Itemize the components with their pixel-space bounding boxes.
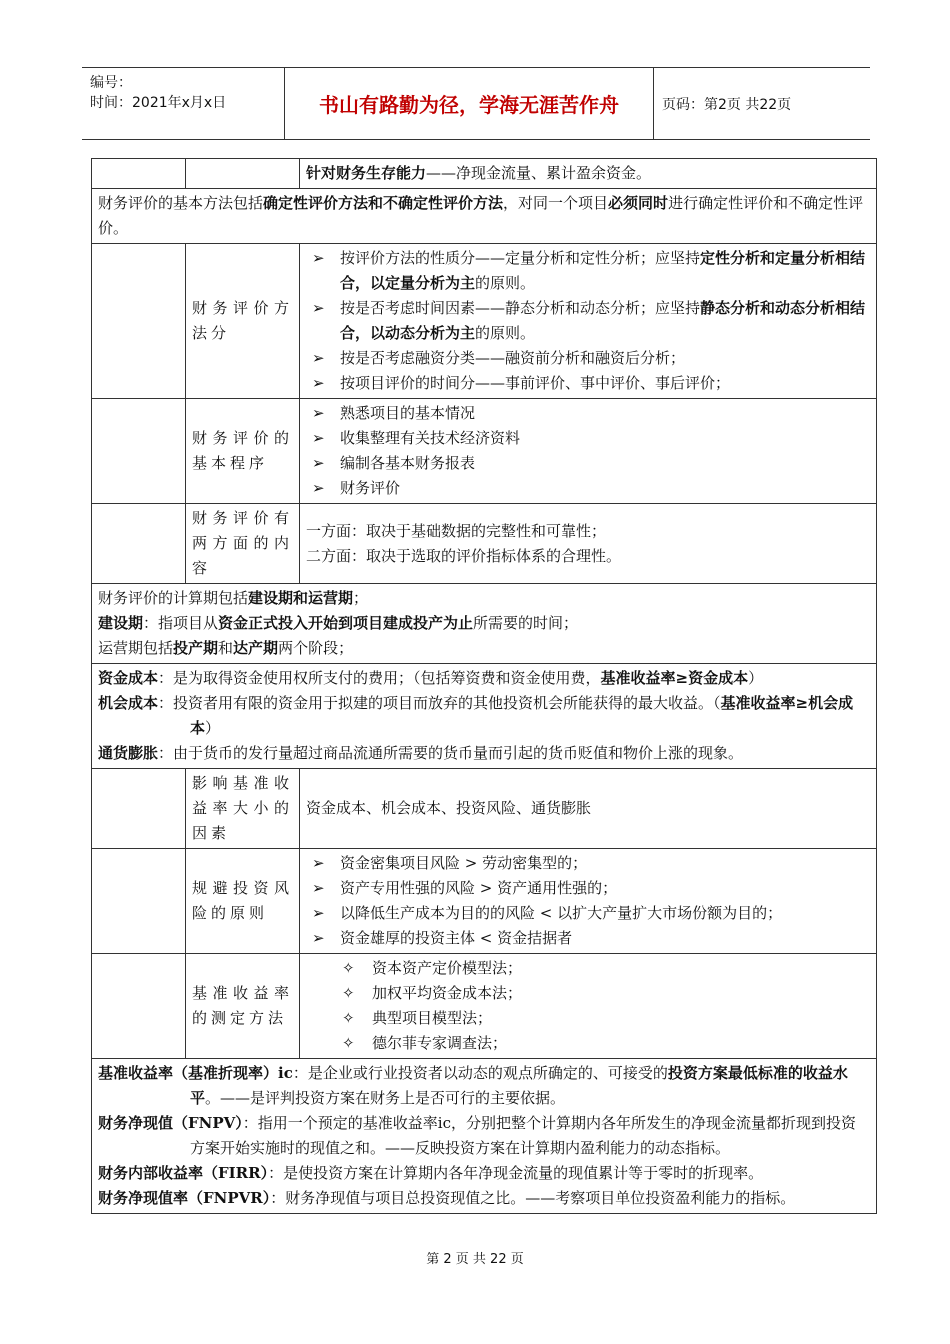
table-row [92, 244, 877, 399]
table-row [92, 504, 877, 584]
number-label: 编号： [90, 75, 132, 91]
diamond-bullet-icon: ✧ [342, 959, 355, 977]
table-row [92, 159, 877, 189]
list-item: ➢ 以降低生产成本为目的的风险 < 以扩大产量扩大市场份额为目的； [306, 901, 870, 926]
list-item: ➢ 编制各基本财务报表 [306, 451, 870, 476]
list-item: ➢ 收集整理有关技术经济资料 [306, 426, 870, 451]
date-label: 时间：2021年x月x日 [90, 95, 227, 111]
methods-list [300, 244, 877, 399]
costs-cell: 资金成本：是为取得资金使用权所支付的费用；（包括筹资费和资金使用费，基准收益率≥资金成本） 机会成本：投资者用有限的资金用于拟建的项目而放弃的其他投资机会所能获得的最大收益。（基准收益率≥机会成本） 通货膨胀：由于货币的发行量超过商品流通所需要的货币量而引起的货币贬值和物价上涨的现象。 [92, 664, 877, 769]
methods-intro: 财务评价的基本方法包括确定性评价方法和不确定性评价方法，对同一个项目必须同时进行确定性评价和不确定性评价。 [92, 189, 877, 244]
arrow-bullet-icon: ➢ [312, 929, 325, 947]
list-item: ➢ 熟悉项目的基本情况 [306, 401, 870, 426]
list-item: ✧ 加权平均资金成本法； [306, 981, 870, 1006]
table-row [92, 399, 877, 504]
header-motto: 书山有路勤为径，学海无涯苦作舟 [284, 68, 654, 139]
diamond-bullet-icon: ✧ [342, 984, 355, 1002]
table-row [92, 189, 877, 244]
table-row [92, 1059, 877, 1214]
table-row [92, 954, 877, 1059]
arrow-bullet-icon: ➢ [312, 349, 325, 367]
procedure-list [300, 399, 877, 504]
content-table [91, 158, 877, 1214]
arrow-bullet-icon: ➢ [312, 374, 325, 392]
page-footer: 第 2 页 共 22 页 [426, 1252, 524, 1267]
list-item: ➢ 资产专用性强的风险 > 资产通用性强的； [306, 876, 870, 901]
list-item: 一方面：取决于基础数据的完整性和可靠性； [306, 521, 607, 540]
arrow-bullet-icon: ➢ [312, 904, 325, 922]
diamond-bullet-icon: ✧ [342, 1009, 355, 1027]
list-item: ➢ 资金密集项目风险 > 劳动密集型的； [306, 851, 870, 876]
factors-label: 影响基准收益率大小的因素 [186, 769, 300, 849]
measure-list [300, 954, 877, 1059]
arrow-bullet-icon: ➢ [312, 404, 325, 422]
list-item: ➢ 按是否考虑时间因素——静态分析和动态分析；应坚持静态分析和动态分析相结合，以动态分析为主的原则。 [306, 296, 870, 346]
list-item: ✧ 典型项目模型法； [306, 1006, 870, 1031]
list-item: ✧ 资本资产定价模型法； [306, 956, 870, 981]
risk-list [300, 849, 877, 954]
arrow-bullet-icon: ➢ [312, 479, 325, 497]
arrow-bullet-icon: ➢ [312, 249, 325, 267]
period-cell: 财务评价的计算期包括建设期和运营期； 建设期：指项目从资金正式投入开始到项目建成投产为止所需要的时间； 运营期包括投产期和达产期两个阶段； [92, 584, 877, 664]
list-item: 二方面：取决于选取的评价指标体系的合理性。 [306, 546, 622, 565]
definitions-cell: 基准收益率（基准折现率）ic：是企业或行业投资者以动态的观点所确定的、可接受的投资方案最低标准的收益水平。——是评判投资方案在财务上是否可行的主要依据。 财务净现值（FNPV）：指用一个预定的基准收益率ic，分别把整个计算期内各年所发生的净现金流量都折现到投资方案开始实施时的现值之和。——反映投资方案在计算期内盈利能力的动态指标。 财务内部收益率（FIRR）：是使投资方案在计算期内各年净现金流量的现值累计等于零时的折现率。 财务净现值率（FNPVR）：财务净现值与项目总投资现值之比。——考察项目单位投资盈利能力的指标。 [92, 1059, 877, 1214]
risk-label: 规避投资风险的原则 [186, 849, 300, 954]
factors-text: 资金成本、机会成本、投资风险、通货膨胀 [300, 769, 877, 849]
page-number-label: 页码：第2页 共22页 [662, 96, 792, 113]
header-meta [82, 68, 282, 139]
table-row [92, 584, 877, 664]
table-row [92, 769, 877, 849]
table-row [92, 849, 877, 954]
measure-label: 基准收益率的测定方法 [186, 954, 300, 1059]
twosides-label: 财务评价有两方面的内容 [186, 504, 300, 584]
methods-label: 财务评价方法分 [186, 244, 300, 399]
diamond-bullet-icon: ✧ [342, 1034, 355, 1052]
arrow-bullet-icon: ➢ [312, 454, 325, 472]
list-item: ➢ 资金雄厚的投资主体 < 资金拮据者 [306, 926, 870, 951]
survival-ability-cell: 针对财务生存能力——净现金流量、累计盈余资金。 [300, 159, 877, 189]
list-item: ➢ 按项目评价的时间分——事前评价、事中评价、事后评价； [306, 371, 870, 396]
table-row [92, 664, 877, 769]
twosides-list [300, 504, 877, 584]
list-item: ✧ 德尔菲专家调查法； [306, 1031, 870, 1056]
page-header [82, 67, 870, 140]
procedure-label: 财务评价的基本程序 [186, 399, 300, 504]
arrow-bullet-icon: ➢ [312, 879, 325, 897]
list-item: ➢ 按评价方法的性质分——定量分析和定性分析；应坚持定性分析和定量分析相结合，以定量分析为主的原则。 [306, 246, 870, 296]
list-item: ➢ 财务评价 [306, 476, 870, 501]
arrow-bullet-icon: ➢ [312, 429, 325, 447]
list-item: ➢ 按是否考虑融资分类——融资前分析和融资后分析； [306, 346, 870, 371]
arrow-bullet-icon: ➢ [312, 854, 325, 872]
arrow-bullet-icon: ➢ [312, 299, 325, 317]
